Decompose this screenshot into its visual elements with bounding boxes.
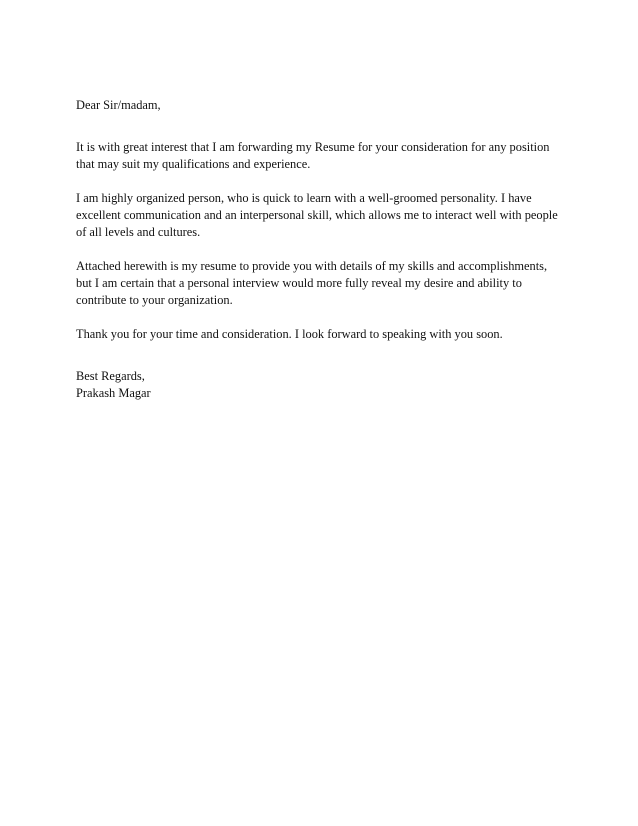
paragraph-thanks <box>76 326 566 343</box>
closing: Best Regards, <box>76 369 145 383</box>
paragraph-interest <box>76 139 566 173</box>
salutation: Dear Sir/madam, <box>76 98 161 112</box>
text-line: of all levels and cultures. <box>76 225 201 239</box>
text-line: I am highly organized person, who is quick to learn with a well-groomed personality. I have <box>76 191 532 205</box>
text-line: Attached herewith is my resume to provide you with details of my skills and accomplishments, <box>76 259 548 273</box>
paragraph-qualities <box>76 190 566 241</box>
text-line: but I am certain that a personal interview would more fully reveal my desire and ability to <box>76 276 522 290</box>
paragraph-attachment <box>76 258 566 309</box>
closing-block <box>76 368 566 402</box>
text-line: excellent communication and an interpersonal skill, which allows me to interact well with people <box>76 208 558 222</box>
text-line: Thank you for your time and consideration. I look forward to speaking with you soon. <box>76 327 503 341</box>
text-line: contribute to your organization. <box>76 293 233 307</box>
text-line: that may suit my qualifications and experience. <box>76 157 311 171</box>
text-line: It is with great interest that I am forwarding my Resume for your consideration for any position <box>76 140 550 154</box>
signature: Prakash Magar <box>76 386 151 400</box>
cover-letter <box>76 97 566 402</box>
